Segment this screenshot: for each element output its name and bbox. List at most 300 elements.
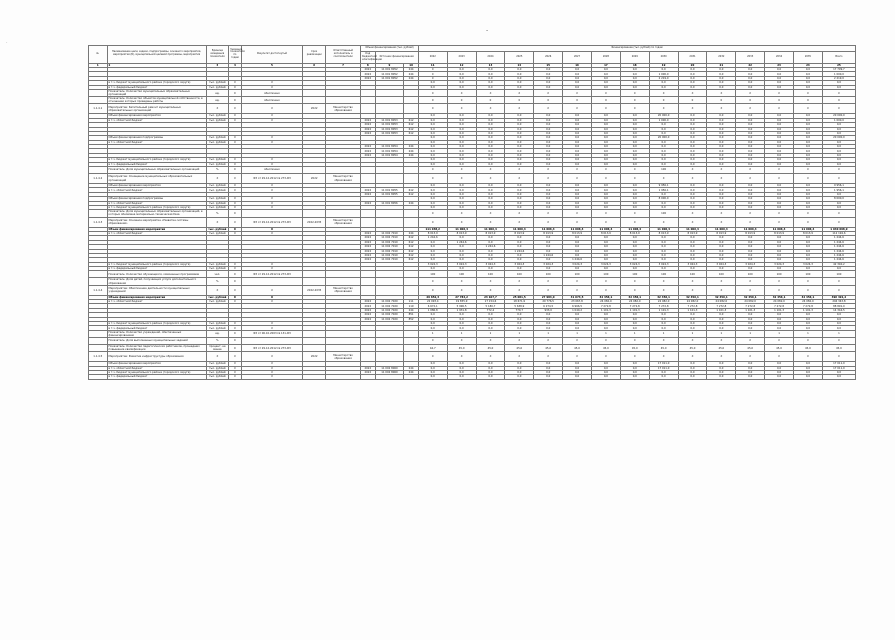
table-cell: 8 013,9 [736,231,765,235]
table-cell: 0 [620,97,649,104]
table-cell: 244 [404,72,418,76]
table-cell: 11 002 7010 [375,245,404,249]
table-cell: тыс. рублей [206,295,229,299]
table-cell: 0,0 [649,192,678,196]
table-cell [361,210,375,217]
table-cell: в т.ч. областной бюджет [107,300,206,304]
table-cell: Х [229,370,241,374]
table-cell: 23 107,7 [476,295,505,299]
table-cell: 0,0 [505,205,534,209]
table-cell [303,337,326,344]
table-cell: Показатель: Количество педагогических работников, прошедших повышение квалификации [107,344,206,351]
table-cell: 0,0 [765,153,794,157]
table-cell [89,330,108,337]
table-cell: в т.ч. бюджет муниципального района (городского округа) [107,322,206,326]
table-cell: 0,0 [822,205,855,209]
table-cell [404,104,418,114]
table-cell: 0 [736,97,765,104]
table-cell: Х [649,217,678,227]
table-cell [326,89,361,96]
table-cell: 6 966,5 [563,304,592,308]
header-year: 2022 [418,51,447,63]
table-cell: 1 [822,330,855,337]
table-cell: 8 013,9 [534,231,563,235]
table-cell: 21 [707,63,736,67]
table-cell: 0,0 [649,326,678,330]
table-cell: тыс. рублей [206,158,229,162]
table-cell: 9 [375,63,404,67]
table-cell: Х [563,217,592,227]
table-cell: Х [534,167,563,174]
table-cell: 3 024,3 [736,262,765,266]
table-cell: 0,0 [736,118,765,122]
table-cell: Объем финансирования подпрограммы [107,197,206,201]
table-cell [404,278,418,285]
table-cell: 0,0 [591,85,620,89]
table-cell: 45,0 [534,344,563,351]
table-cell: 11 006,4 [765,227,794,231]
table-cell: 0,0 [591,145,620,149]
table-cell: 0,0 [476,184,505,188]
budget-table [88,45,856,380]
table-cell: 5 [241,63,303,67]
table-cell: Х [206,352,229,362]
table-cell: Х [241,201,303,205]
table-cell: 0,0 [505,184,534,188]
table-cell: 0,0 [822,127,855,131]
table-cell: 0 [229,210,241,217]
table-cell: 0,0 [563,245,592,249]
table-cell: 0,0 [678,362,707,366]
table-cell: 0,0 [476,140,505,144]
table-cell: 2022 [361,149,375,153]
table-cell: 7 272,8 [736,304,765,308]
table-cell: 0,0 [620,85,649,89]
table-cell: 2022 [361,300,375,304]
table-cell: 0,0 [649,131,678,135]
table-cell: 22 [736,63,765,67]
table-cell: 0,0 [476,162,505,166]
table-cell: 8 000,0 [649,197,678,201]
table-cell: 24 082,0 [620,300,649,304]
header-year: 2026 [534,51,563,63]
table-cell: 0,0 [649,245,678,249]
header-year: 2028 [591,51,620,63]
table-cell: 0,0 [707,317,736,321]
table-cell: 2022 [303,104,326,114]
table-cell: 1 244,6 [822,253,855,257]
table-cell: Х [591,352,620,362]
table-cell: % [206,167,229,174]
table-cell: 8 013,9 [649,231,678,235]
table-cell: 1 101,3 [620,308,649,312]
table-cell: 1 [678,330,707,337]
table-cell [326,344,361,351]
table-cell: 0,0 [649,81,678,85]
table-cell: 0,0 [793,118,822,122]
table-cell: 1 244,6 [476,245,505,249]
table-cell: 11 001 8053 [375,131,404,135]
table-cell: 0,0 [476,127,505,131]
table-cell: 0,0 [649,317,678,321]
table-cell: 396 491,2 [822,295,855,299]
table-cell: 6 274,5 [534,304,563,308]
top-mark: - [486,27,489,34]
table-cell: 0,0 [620,188,649,192]
table-cell: 9 956,1 [822,184,855,188]
table-cell: тыс. рублей [206,118,229,122]
table-cell: 0,0 [678,240,707,244]
table-cell: 0,0 [447,118,476,122]
table-cell: 0,0 [418,145,447,149]
table-cell: 16 [563,63,592,67]
table-cell: 32 456,1 [793,295,822,299]
table-cell: ед. [206,330,229,337]
table-cell: 7 272,8 [649,304,678,308]
table-cell: 0,0 [591,249,620,253]
table-cell: 0,0 [620,205,649,209]
table-cell [404,337,418,344]
table-cell: 2022 [303,174,326,184]
table-cell: Х [229,188,241,192]
table-cell: Х [534,337,563,344]
table-cell: 0,0 [765,149,794,153]
table-cell: 2022-2035 [303,285,326,295]
table-cell: Х [620,89,649,96]
table-cell: 0,0 [649,249,678,253]
table-cell: Х [707,89,736,96]
header-year: 2033 [736,51,765,63]
table-cell: 0,0 [534,326,563,330]
table-cell: 12 [447,63,476,67]
table-cell: 8 013,9 [418,231,447,235]
table-cell: 0,0 [707,136,736,140]
table-cell [375,352,404,362]
table-cell: 0,0 [563,81,592,85]
table-cell [89,278,108,285]
table-cell: 0,0 [620,313,649,317]
table-cell: 0,0 [678,192,707,196]
table-cell: тыс. рублей [206,188,229,192]
table-cell [375,167,404,174]
table-cell: 0,0 [678,236,707,240]
table-cell: 0,0 [822,81,855,85]
table-cell: 11 006,4 [447,227,476,231]
table-cell: 3 024,3 [649,262,678,266]
table-cell: 1 244,6 [447,240,476,244]
table-cell: 0,0 [418,158,447,162]
header-name: Наименование цели, задачи, подпрограммы, основного мероприятия, мероприятия (Б), муниципальной целевой программы, мероприятия [107,46,206,64]
table-cell [375,104,404,114]
table-cell: Х [736,89,765,96]
table-cell: 0,0 [505,258,534,262]
table-cell: 27 784,2 [447,295,476,299]
table-cell: 0,0 [476,68,505,72]
table-cell [361,352,375,362]
table-cell: тыс. рублей [206,326,229,330]
table-cell: 0,0 [649,158,678,162]
table-cell: 0,0 [534,192,563,196]
table-cell: 0,0 [447,326,476,330]
table-cell: 0,0 [765,375,794,379]
table-cell: 0,0 [476,192,505,196]
table-cell: Х [620,285,649,295]
table-cell: Х [447,104,476,114]
table-cell: 0,0 [793,326,822,330]
table-cell: 0,0 [707,253,736,257]
table-cell: 0,0 [534,249,563,253]
table-cell: 0,0 [793,162,822,166]
table-cell: 0,0 [476,197,505,201]
table-cell: 1 244,6 [822,236,855,240]
table-cell: 0,0 [534,85,563,89]
table-cell: 1 [736,330,765,337]
table-cell: 0,0 [505,375,534,379]
table-cell: 20 776,5 [534,300,563,304]
table-cell: 0,0 [563,76,592,80]
table-cell: 0,0 [591,362,620,366]
table-cell: 0,0 [534,240,563,244]
table-cell: 0,0 [476,118,505,122]
table-cell: 0,0 [534,317,563,321]
table-cell: 100 [534,271,563,278]
table-cell: Х [620,174,649,184]
table-cell: 0,0 [591,123,620,127]
table-cell: 0,0 [736,123,765,127]
table-cell: 0,0 [620,68,649,72]
table-cell: 0,0 [765,197,794,201]
table-cell: в т.ч. бюджет муниципального района (городского округа) [107,205,206,209]
table-cell: 2022 [361,123,375,127]
table-cell: Х [707,210,736,217]
table-cell: 0,0 [505,362,534,366]
table-cell: 100 [476,271,505,278]
table-cell: 100 [620,271,649,278]
table-cell: 0,0 [620,249,649,253]
table-cell: 0,0 [476,85,505,89]
table-cell [89,337,108,344]
table-cell: Показатель: Доля муниципальных образовательных организаций [107,167,206,174]
header-year: 2029 [620,51,649,63]
table-cell: 0,0 [447,81,476,85]
table-cell: 0,0 [678,140,707,144]
table-cell: Х [505,337,534,344]
table-cell [89,167,108,174]
table-cell: 0,0 [447,184,476,188]
table-cell: 0,0 [678,131,707,135]
table-cell: 0,0 [563,85,592,89]
table-cell: Х [241,81,303,85]
header-unit: Единица измерения показателя [206,46,229,64]
table-cell: 0,0 [678,153,707,157]
table-cell: Х [707,167,736,174]
header-result: Результат достигнутый [241,46,303,64]
table-cell: 1 244,6 [534,253,563,257]
table-cell: 0,0 [707,326,736,330]
table-cell: 1 956,1 [822,188,855,192]
table-cell: 612 [404,236,418,240]
table-cell: 0,0 [765,114,794,118]
table-cell: 45,0 [822,344,855,351]
header-year: 2035 [793,51,822,63]
table-cell: Х [476,210,505,217]
table-cell: 20 000,0 [649,114,678,118]
table-cell: Х [563,210,592,217]
table-cell: 2022 [361,76,375,80]
table-cell: 100 [447,271,476,278]
table-cell: 0,0 [505,366,534,370]
table-cell: 244 [404,145,418,149]
table-cell: 1 101,3 [765,308,794,312]
table-cell: 0,0 [620,267,649,271]
table-cell: ед. [206,89,229,96]
header-value: Значение показателя по годам [229,46,241,64]
table-cell [404,89,418,96]
table-cell: 0,0 [822,313,855,317]
table-cell: 2022 [361,240,375,244]
table-cell: 2 219,0 [822,76,855,80]
table-cell: 0,0 [505,317,534,321]
table-cell: 0,0 [736,201,765,205]
table-cell: 5 638,9 [505,304,534,308]
table-cell: 11 002 7010 [375,249,404,253]
table-cell: Х [241,104,303,114]
table-cell: Х [418,210,447,217]
table-cell: 1 040,2 [563,308,592,312]
table-cell: 0,0 [447,136,476,140]
table-cell: тыс. рублей [206,366,229,370]
table-cell: 0,0 [765,245,794,249]
table-cell: 19 855,9 [447,300,476,304]
table-cell: 0,0 [620,370,649,374]
table-cell: 0,0 [476,258,505,262]
table-cell: Х [447,352,476,362]
table-cell: Х [505,174,534,184]
table-cell: 0,0 [822,375,855,379]
table-cell: 45,0 [563,344,592,351]
table-cell: Х [563,104,592,114]
table-cell: 100 [707,271,736,278]
table-cell: 24 082,0 [649,300,678,304]
table-cell: 0,0 [418,197,447,201]
table-cell: Х [229,295,241,299]
table-cell: 0,0 [418,317,447,321]
table-cell: в т.ч. областной бюджет [107,201,206,205]
table-cell [375,210,404,217]
table-cell: 11 006,4 [649,227,678,231]
table-cell: 0,0 [707,127,736,131]
table-cell: 0,0 [736,85,765,89]
table-cell [326,167,361,174]
table-cell: 7 272,8 [620,304,649,308]
table-cell [361,167,375,174]
table-cell: 11 001 8053 [375,118,404,122]
table-cell: 2022 [361,72,375,76]
table-cell: 11 001 8055 [375,188,404,192]
table-cell: 0,0 [678,81,707,85]
table-cell: 1 244,6 [822,258,855,262]
table-cell: 0,0 [678,149,707,153]
table-cell: 612 [404,118,418,122]
table-cell: 0,0 [505,240,534,244]
table-cell: 0,0 [563,205,592,209]
table-cell: 1 101,3 [591,308,620,312]
table-cell: Х [534,174,563,184]
table-cell: 11 006,4 [620,227,649,231]
table-cell: Х [736,352,765,362]
table-cell: 0,0 [447,123,476,127]
table-cell: Х [736,285,765,295]
table-cell: Х [505,104,534,114]
header-years-group: Финансирование (тыс. рублей) по годам [418,46,855,52]
table-cell: 0,0 [620,76,649,80]
table-cell: 0,0 [765,184,794,188]
table-cell: Х [591,278,620,285]
table-cell: 13 [476,63,505,67]
table-cell: 0,0 [736,184,765,188]
table-cell: Х [229,322,241,326]
table-cell: 0,0 [678,253,707,257]
table-cell: 0,0 [447,236,476,240]
header-year: Всего [822,51,855,63]
table-cell: Х [447,167,476,174]
table-cell: тыс. рублей [206,85,229,89]
table-cell: 0,0 [620,72,649,76]
table-cell: 0,0 [591,127,620,131]
table-cell: 1 244,6 [505,249,534,253]
table-cell: 1 101,3 [649,308,678,312]
table-cell [361,217,375,227]
table-cell: 0,0 [591,131,620,135]
table-cell: Показатель: Количество муниципальных образовательных организаций [107,89,206,96]
table-cell: 0,0 [678,76,707,80]
table-cell: Х [707,278,736,285]
table-cell: 0,0 [534,127,563,131]
table-cell: 0,0 [793,76,822,80]
table-cell: 0,0 [591,258,620,262]
table-cell: 11 001 8052 [375,72,404,76]
table-cell: 0,0 [736,68,765,72]
table-cell: 3 024,3 [447,262,476,266]
table-cell: 0,0 [505,245,534,249]
table-cell: Х [241,262,303,266]
table-cell: 0,0 [793,68,822,72]
table-cell: Х [505,285,534,295]
table-cell [361,285,375,295]
table-cell: 0,0 [736,267,765,271]
table-cell: 11 001 8054 [375,145,404,149]
table-cell: Х [678,104,707,114]
table-cell: 0,0 [736,370,765,374]
table-cell: тыс. рублей [206,81,229,85]
table-cell: 111 [404,300,418,304]
table-cell: Х [229,197,241,201]
table-cell: в т.ч. бюджет муниципального района (городского округа) [107,370,206,374]
table-cell: 0,0 [534,313,563,317]
table-cell: 100 [793,271,822,278]
table-cell: Показатель: Доля детей, получающих услуги дополнительного образования [107,278,206,285]
table-cell: 0,0 [765,85,794,89]
table-cell: 0,0 [563,153,592,157]
table-cell: 0,0 [563,68,592,72]
table-cell [375,375,404,379]
table-cell: 0,0 [765,68,794,72]
table-cell: Х [534,285,563,295]
table-cell: 0,0 [822,162,855,166]
table-cell: Объем финансирования мероприятия [107,227,206,231]
table-cell: 0,0 [793,362,822,366]
table-cell: 1 101,3 [793,308,822,312]
